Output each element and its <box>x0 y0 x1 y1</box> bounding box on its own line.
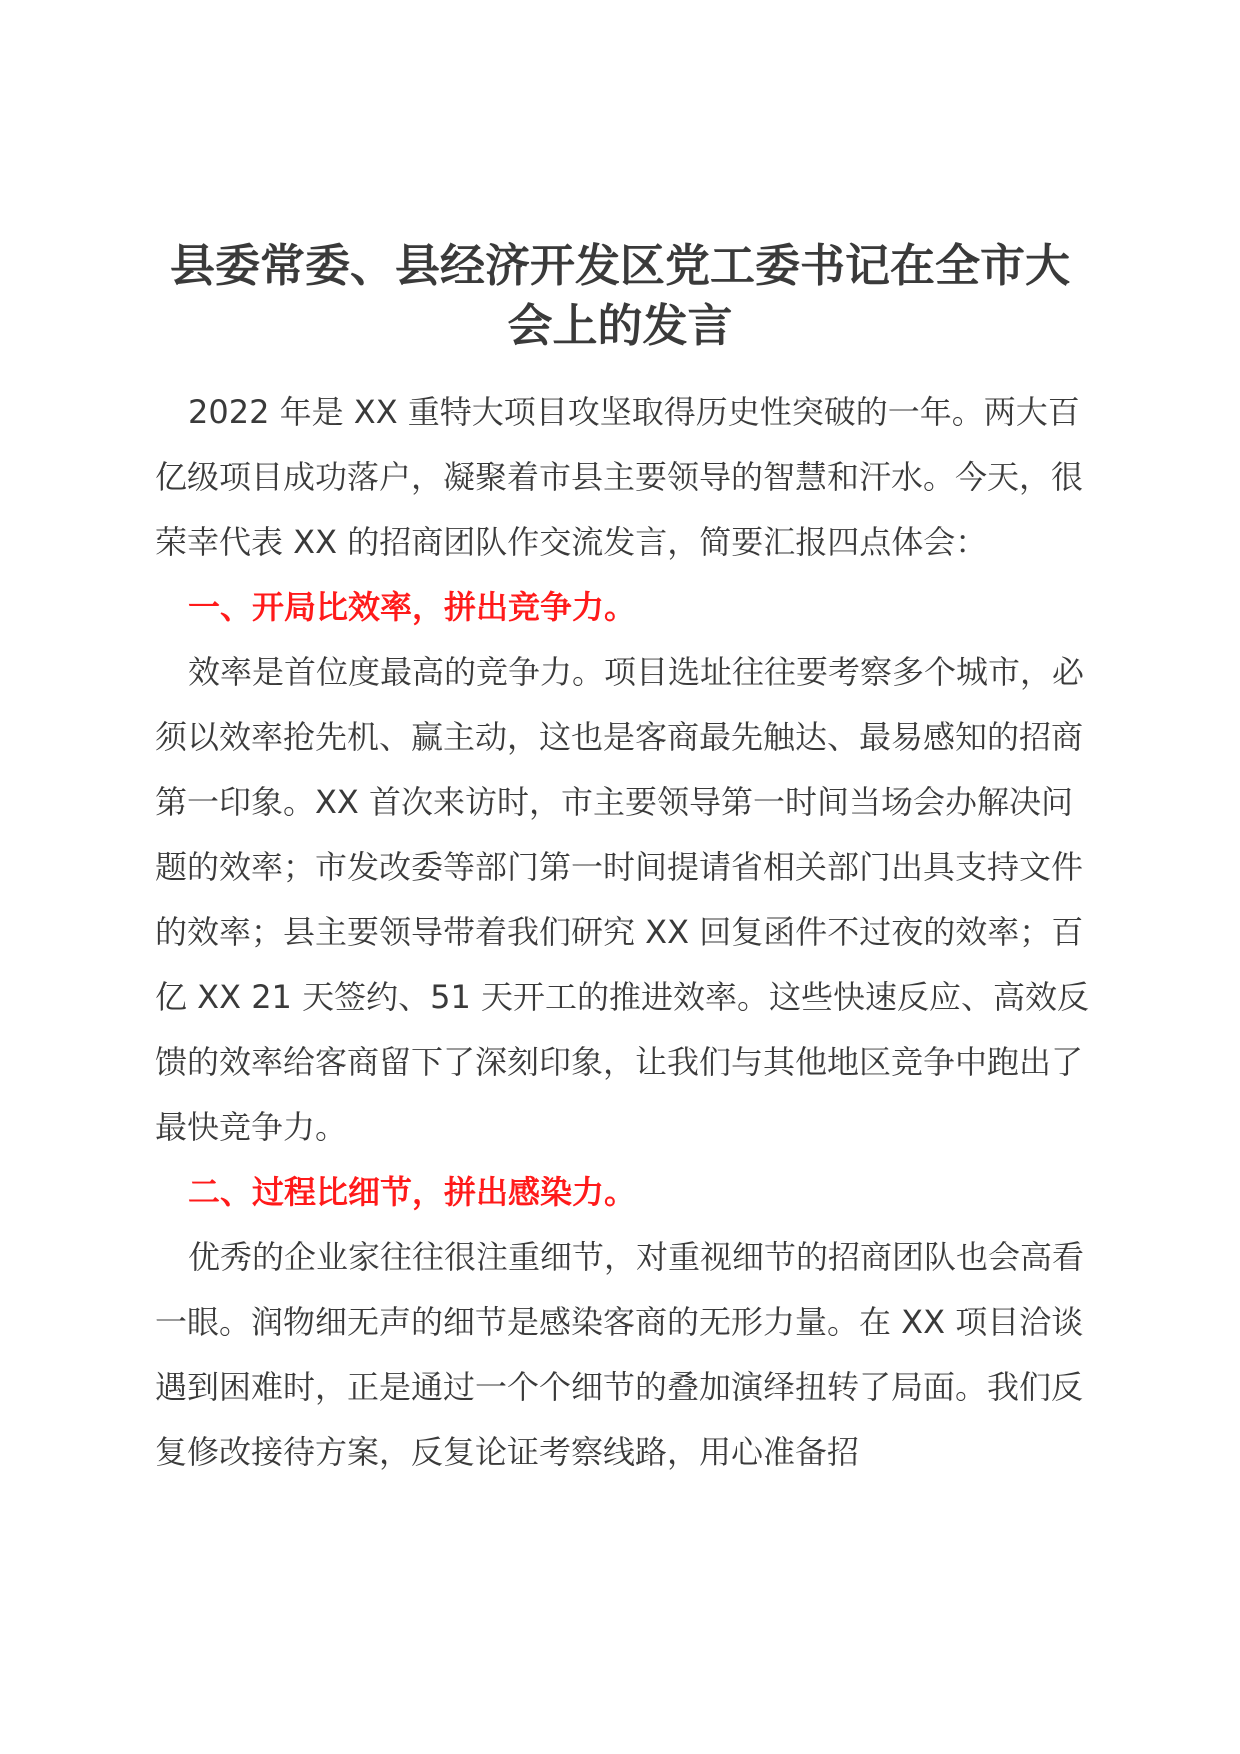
document-title: 县委常委、县经济开发区党工委书记在全市大会上的发言 <box>169 239 1070 352</box>
section-heading-1: 一、开局比效率，拼出竞争力。 <box>188 588 637 626</box>
intro-paragraph: 2022 年是 XX 重特大项目攻坚取得历史性突破的一年。两大百亿级项目成功落户，凝聚着市县主要领导的智慧和汗水。今天，很荣幸代表 XX 的招商团队作交流发言，简要汇报四点体会： <box>155 393 1084 561</box>
document-body <box>155 380 1095 1485</box>
section-heading-2: 二、过程比细节，拼出感染力。 <box>188 1173 637 1211</box>
section-1-paragraph: 效率是首位度最高的竞争力。项目选址往往要考察多个城市，必须以效率抢先机、赢主动，这也是客商最先触达、最易感知的招商第一印象。XX 首次来访时，市主要领导第一时间当场会办解决问题的效率；市发改委等部门第一时间提请省相关部门出具支持文件的效率；县主要领导带着我们研究 XX 回复函件不过夜的效率；百亿 XX 21 天签约、51 天开工的推进效率。这些快速反应、高效反馈的效率给客商留下了深刻印象，让我们与其他地区竞争中跑出了最快竞争力。 <box>155 653 1089 1146</box>
section-2-paragraph: 优秀的企业家往往很注重细节，对重视细节的招商团队也会高看一眼。润物细无声的细节是感染客商的无形力量。在 XX 项目洽谈遇到困难时，正是通过一个个细节的叠加演绎扭转了局面。我们反复修改接待方案，反复论证考察线路，用心准备招 <box>155 1238 1085 1471</box>
